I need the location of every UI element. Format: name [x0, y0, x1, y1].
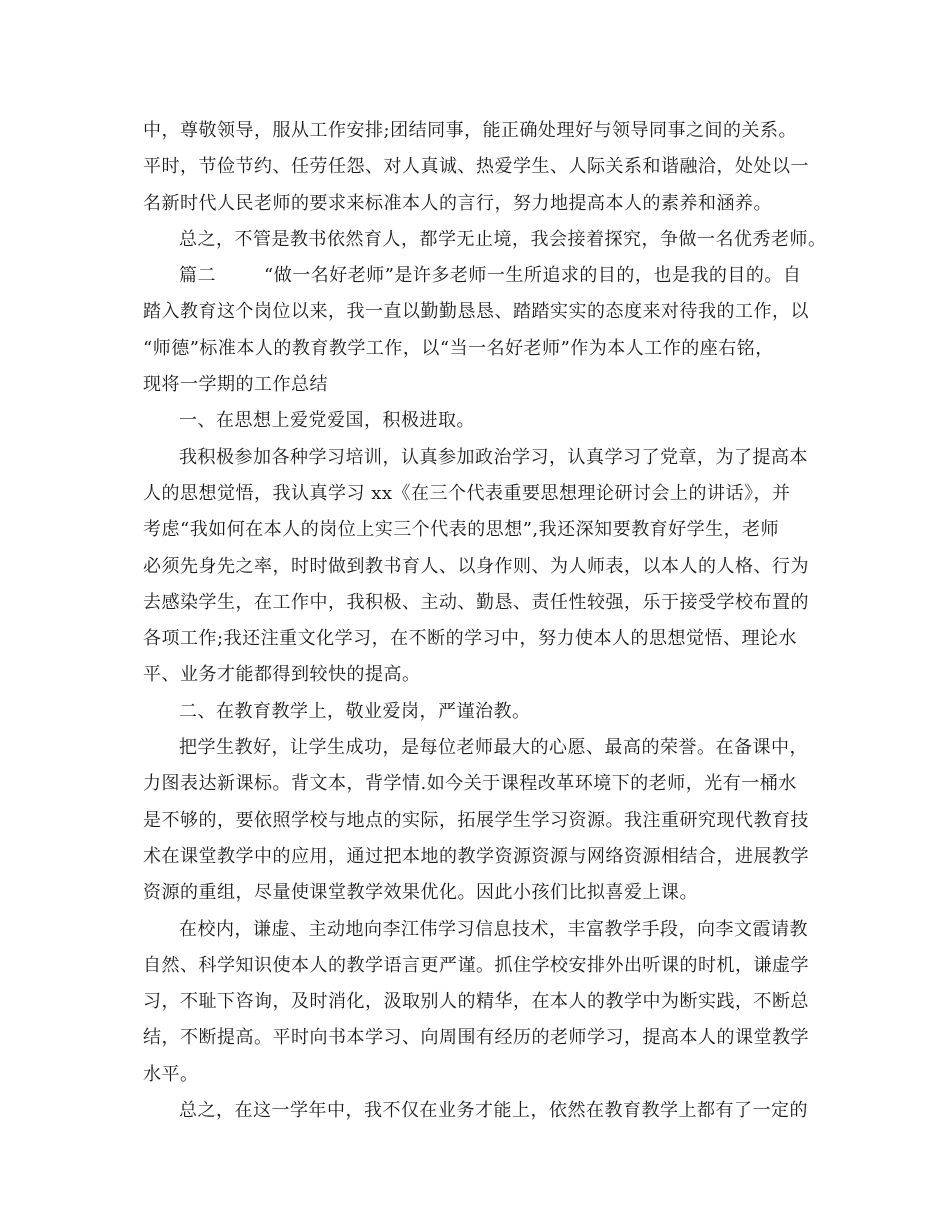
text-line: 习，不耻下咨询，及时消化，汲取别人的精华，在本人的教学中为断实践，不断总 — [143, 991, 809, 1013]
text-line: 总之，不管是教书依然育人，都学无止境，我会接着探究，争做一名优秀老师。 — [179, 228, 827, 250]
text-line: “师德”标准本人的教育教学工作，以“当一名好老师”作为本人工作的座右铭， — [143, 337, 774, 359]
text-line: 现将一学期的工作总结 — [143, 374, 328, 396]
section-heading-line — [143, 258, 813, 294]
text-line: 是不够的，要依照学校与地点的实际，拓展学生学习资源。我注重研究现代教育技 — [143, 809, 809, 831]
text-line: 平时，节俭节约、任劳任怨、对人真诚、热爱学生、人际关系和谐融洽，处处以一 — [143, 156, 809, 178]
text-line: 各项工作;我还注重文化学习，在不断的学习中，努力使本人的思想觉悟、理论水 — [143, 628, 798, 650]
body-text — [143, 113, 827, 1129]
section-label: 篇二 — [179, 265, 216, 287]
text-line: 我积极参加各种学习培训，认真参加政治学习，认真学习了党章，为了提高本 — [179, 446, 808, 468]
text-line: 考虑“我如何在本人的岗位上实三个代表的思想”,我还深知要教育好学生，老师 — [143, 519, 780, 541]
text-line: 名新时代人民老师的要求来标准本人的言行，努力地提高本人的素养和涵养。 — [143, 192, 772, 214]
text-line: 水平。 — [143, 1063, 199, 1085]
text-line: 中，尊敬领导，服从工作安排;团结同事，能正确处理好与领导同事之间的关系。 — [143, 120, 798, 141]
text-line: 资源的重组，尽量使课堂教学效果优化。因此小孩们比拟喜爱上课。 — [143, 882, 698, 904]
section-first-sentence: “做一名好老师”是许多老师一生所追求的目的，也是我的目的。自 — [264, 265, 802, 287]
text-line: 在校内，谦虚、主动地向李江伟学习信息技术，丰富教学手段，向李文霞请教 — [179, 918, 808, 940]
text-line: 踏入教育这个岗位以来，我一直以勤勤恳恳、踏踏实实的态度来对待我的工作，以 — [143, 301, 809, 323]
text-line: 总之，在这一学年中，我不仅在业务才能上，依然在教育教学上都有了一定的 — [179, 1100, 808, 1122]
text-line: 必须先身先之率，时时做到教书育人、以身作则、为人师表，以本人的人格、行为 — [143, 555, 809, 577]
subheading-line: 二、在教育教学上，敬业爱岗，严谨治教。 — [179, 700, 531, 722]
text-line: 平、业务才能都得到较快的提高。 — [143, 664, 421, 686]
text-line: 去感染学生，在工作中，我积极、主动、勤恳、责任性较强，乐于接受学校布置的 — [143, 591, 809, 613]
subheading-line: 一、在思想上爱党爱国，积极进取。 — [179, 410, 475, 432]
text-line: 结，不断提高。平时向书本学习、向周围有经历的老师学习，提高本人的课堂教学 — [143, 1027, 809, 1049]
text-line: 自然、科学知识使本人的教学语言更严谨。抓住学校安排外出听课的时机，谦虚学 — [143, 954, 809, 976]
text-line: 术在课堂教学中的应用，通过把本地的教学资源资源与网络资源相结合，进展教学 — [143, 845, 809, 867]
text-line: 力图表达新课标。背文本，背学情.如今关于课程改革环境下的老师，光有一桶水 — [143, 773, 797, 795]
text-line: 把学生教好，让学生成功，是每位老师最大的心愿、最高的荣誉。在备课中， — [179, 737, 808, 759]
text-line: 人的思想觉悟，我认真学习 xx《在三个代表重要思想理论研讨会上的讲话》，并 — [143, 482, 791, 504]
